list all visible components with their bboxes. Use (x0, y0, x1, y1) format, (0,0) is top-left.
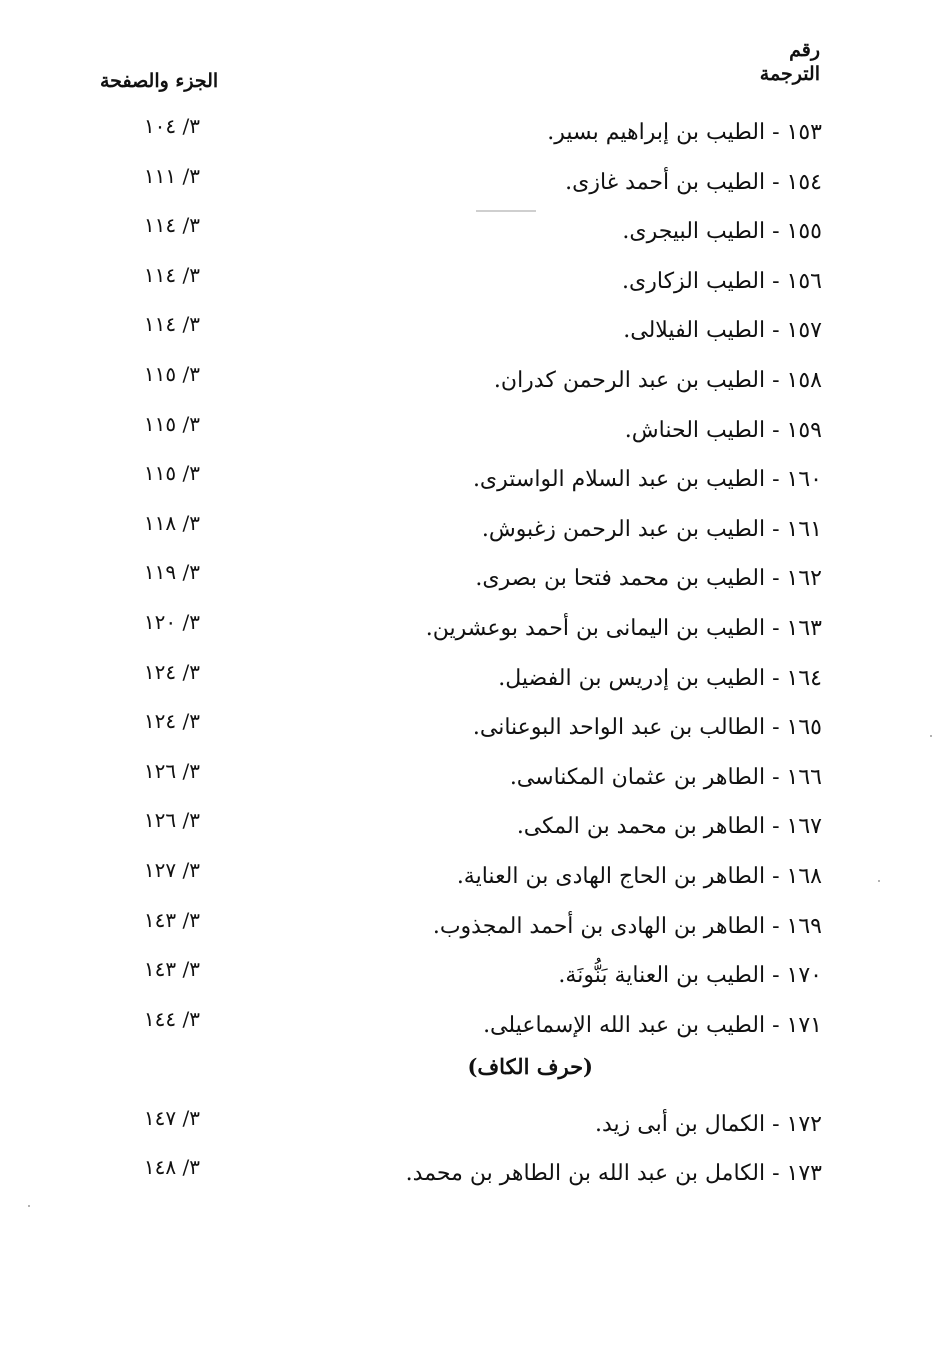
entry-volume-page: ٣/ ١١١ (143, 163, 200, 188)
entries-list (0, 112, 938, 1203)
entry-text (565, 170, 822, 195)
entry-dash: - (772, 615, 780, 641)
entry-name: الطاهر بن عثمان المكناسى. (509, 764, 766, 790)
entry-volume-page: ٣/ ١١٨ (143, 510, 200, 535)
entry-text (473, 715, 822, 740)
list-item (0, 906, 938, 956)
volume-page-header: الجزء والصفحة (100, 70, 219, 92)
list-item (0, 112, 938, 162)
entry-text (510, 765, 822, 790)
list-item (0, 1104, 938, 1154)
entry-volume-page: ٣/ ١١٤ (143, 312, 200, 337)
entry-name: الكامل بن عبد الله بن الطاهر بن محمد. (405, 1161, 766, 1187)
entry-name: الطيب بن العناية بَنُّونَة. (558, 963, 766, 989)
entry-text (625, 418, 822, 443)
entry-number: ١٥٣ (786, 120, 822, 145)
entry-dash: - (772, 715, 780, 741)
entry-volume-page: ٣/ ١١٤ (143, 262, 200, 287)
entry-dash: - (772, 963, 780, 989)
entry-text (517, 814, 822, 839)
entry-number: ١٥٤ (786, 169, 822, 195)
list-item (0, 360, 938, 410)
entry-dash: - (772, 814, 780, 840)
entry-text (622, 219, 822, 244)
entry-name: الطيب الفيلالى. (623, 318, 766, 344)
entry-text (622, 269, 822, 294)
entry-volume-page: ٣/ ١٤٤ (143, 1006, 200, 1031)
entry-dash: - (772, 566, 780, 592)
entry-dash: - (772, 764, 780, 790)
header-number-label: رقم (789, 39, 820, 61)
entry-volume-page: ٣/ ١٢٤ (143, 709, 200, 734)
list-item (0, 856, 938, 906)
entry-volume-page: ٣/ ١٤٧ (143, 1105, 200, 1130)
entry-dash: - (772, 417, 780, 443)
entry-name: الطاهر بن الحاج الهادى بن العناية. (456, 863, 766, 889)
entry-dash: - (772, 367, 780, 393)
entry-dash: - (772, 318, 780, 344)
list-item (0, 1005, 938, 1055)
header-translation-label: الترجمة (759, 63, 820, 85)
list-item (0, 1153, 938, 1203)
list-item (0, 261, 938, 311)
entry-volume-page: ٣/ ١٤٨ (143, 1155, 200, 1180)
entry-number: ١٥٧ (786, 318, 822, 344)
entry-text (475, 566, 822, 591)
section-heading-row (0, 1054, 938, 1104)
entry-name: الطيب بن عبد الله الإسماعيلى. (483, 1012, 766, 1038)
entry-number: ١٥٨ (786, 367, 822, 393)
entry-dash: - (772, 665, 780, 691)
entry-dash: - (772, 268, 780, 294)
entry-text (595, 1112, 822, 1137)
entry-text (473, 467, 822, 492)
entry-text (558, 963, 822, 988)
entry-volume-page: ٣/ ١٢٦ (143, 758, 200, 783)
entry-name: الطاهر بن الهادى بن أحمد المجذوب. (432, 913, 766, 939)
list-item (0, 658, 938, 708)
entry-volume-page: ٣/ ١٢٧ (143, 857, 200, 882)
entry-volume-page: ٣/ ١٢٠ (143, 609, 200, 634)
list-item (0, 608, 938, 658)
entry-name: الطيب بن عبد الرحمن زغبوش. (481, 516, 766, 542)
entry-dash: - (772, 169, 780, 195)
entry-text (433, 914, 822, 939)
entry-name: الطيب بن عبد الرحمن كدران. (493, 367, 766, 393)
entry-name: الطيب بن إبراهيم بسير. (547, 120, 766, 145)
entry-name: الطيب بن إدريس بن الفضيل. (498, 665, 766, 691)
entry-name: الطيب بن أحمد غازى. (565, 169, 766, 195)
entry-volume-page: ٣/ ١١٥ (143, 461, 200, 486)
entry-dash: - (772, 467, 780, 493)
entry-number: ١٧٠ (786, 963, 822, 989)
entry-dash: - (772, 516, 780, 542)
section-title: (حرف الكاف) (467, 1054, 593, 1080)
entry-number: ١٦٨ (786, 863, 822, 889)
translation-number-header (680, 38, 820, 86)
entry-text (406, 1161, 822, 1186)
entry-number: ١٥٥ (786, 219, 822, 245)
entry-name: الكمال بن أبى زيد. (595, 1111, 766, 1137)
entry-number: ١٦٩ (786, 913, 822, 939)
entry-volume-page: ٣/ ١٤٣ (143, 957, 200, 982)
entry-number: ١٦٥ (786, 715, 822, 741)
list-item (0, 410, 938, 460)
list-item (0, 707, 938, 757)
entry-text (482, 517, 822, 542)
list-item (0, 211, 938, 261)
entry-volume-page: ٣/ ١١٥ (143, 411, 200, 436)
entry-name: الطيب بن عبد السلام الواسترى. (472, 467, 766, 493)
scan-speck (28, 1205, 30, 1207)
entry-number: ١٧٣ (786, 1161, 822, 1187)
entry-number: ١٦٠ (786, 467, 822, 493)
entry-number: ١٦٧ (786, 814, 822, 840)
entry-dash: - (772, 1161, 780, 1187)
entry-number: ١٧٢ (786, 1111, 822, 1137)
entry-number: ١٥٩ (786, 417, 822, 443)
list-item (0, 310, 938, 360)
entry-text (498, 666, 822, 691)
entry-name: الطيب الحناش. (624, 417, 766, 443)
entry-volume-page: ٣/ ١٢٦ (143, 808, 200, 833)
entry-dash: - (772, 219, 780, 245)
entry-number: ١٦٦ (786, 764, 822, 790)
entry-volume-page: ٣/ ١٠٤ (143, 114, 200, 138)
entry-name: الطيب البيجرى. (622, 219, 766, 245)
entry-name: الطيب بن اليمانى بن أحمد بوعشرين. (425, 615, 766, 641)
entry-number: ١٦٢ (786, 566, 822, 592)
entry-dash: - (772, 120, 780, 145)
entry-text (457, 864, 822, 889)
entry-text (483, 1013, 822, 1038)
entry-volume-page: ٣/ ١١٩ (143, 560, 200, 585)
entry-number: ١٦٣ (786, 615, 822, 641)
list-item (0, 806, 938, 856)
list-item (0, 162, 938, 212)
list-item (0, 558, 938, 608)
entry-volume-page: ٣/ ١٤٣ (143, 907, 200, 932)
entry-text (547, 120, 822, 145)
entry-dash: - (772, 1012, 780, 1038)
list-item (0, 459, 938, 509)
entry-text (623, 318, 822, 343)
entry-text (494, 368, 822, 393)
entry-name: الطيب بن محمد فتحا بن بصرى. (475, 566, 766, 592)
entry-name: الطاهر بن محمد بن المكى. (516, 814, 766, 840)
entry-name: الطيب الزكارى. (622, 268, 766, 294)
entry-dash: - (772, 913, 780, 939)
entry-number: ١٧١ (786, 1012, 822, 1038)
entry-volume-page: ٣/ ١١٤ (143, 213, 200, 238)
entry-dash: - (772, 1111, 780, 1137)
entry-number: ١٦١ (786, 516, 822, 542)
list-item (0, 509, 938, 559)
entry-volume-page: ٣/ ١٢٤ (143, 659, 200, 684)
entry-text (426, 616, 822, 641)
list-item (0, 757, 938, 807)
entry-number: ١٦٤ (786, 665, 822, 691)
entry-number: ١٥٦ (786, 268, 822, 294)
entry-volume-page: ٣/ ١١٥ (143, 361, 200, 386)
list-item (0, 955, 938, 1005)
entry-dash: - (772, 863, 780, 889)
entry-name: الطالب بن عبد الواحد البوعنانى. (472, 715, 766, 741)
